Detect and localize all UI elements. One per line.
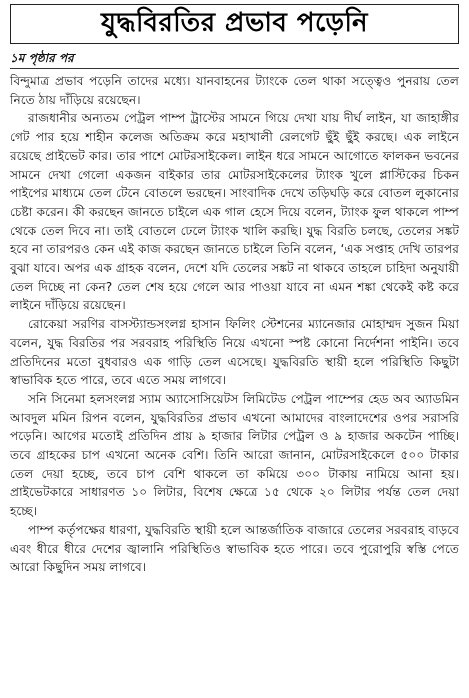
divider [10, 68, 459, 69]
paragraph-1: বিন্দুমাত্র প্রভাব পড়েনি তাদের মধ্যে। যানবাহনের ট্যাংকে তেল থাকা সত্ত্বেও পুনরায় তেল নিতে ঠায় দাঁড়িয়ে রয়েছেন। [10, 74, 459, 107]
paragraph-2: রাজধানীর অন্যতম পেট্রল পাম্প ট্রাস্টের সামনে গিয়ে দেখা যায় দীর্ঘ লাইন, যা জাহাঙ্গীর গেট পার হয়ে শাহীন কলেজ অতিক্রম করে মহাখালী রেলগেট ছুঁই ছুঁই করছে। এক লাইনে রয়েছে প্রাইভেট কার। তার পাশে মোটরসাইকেল। লাইন ধরে সামনে আগোতে ফালকন ভবনের সামনে দেখা গেলো একজন বাইকার তার মোটরসাইকেলের ট্যাংক খুলে প্লাস্টিকের চিকন পাইপের মাধ্যমে তেল টেনে বোতলে ভরছেন। সাংবাদিক দেখে তড়িঘড়ি করে বোতল লুকানোর চেষ্টা করেন। কী করছেন জানতে চাইলে এক গাল হেসে দিয়ে বলেন, ট্যাংক ফুল থাকলে পাম্প থেকে তেল দিবে না। তাই বোতলে ঢেলে ট্যাংক খালি করছি। যুদ্ধ বিরতি চলছে, তেলের সঙ্কট হবে না তারপরও কেন এই কাজ করছেন জানতে চাইলে তিনি বলেন, ‘এক সপ্তাহ দেখি তারপর বুঝা যাবে। অপর এক গ্রাহক বলেন, দেশে যদি তেলের সঙ্কট না থাকবে তাহলে চাহিদা অনুযায়ী তেল দিচ্ছে না কেন? তেল শেষ হয়ে গেলে আর পাওয়া যাবে না এমন শঙ্কা থেকেই কষ্ট করে লাইনে দাঁড়িয়ে রয়েছেন। [10, 111, 459, 313]
article-body [10, 72, 459, 577]
headline-box [10, 4, 459, 44]
paragraph-4: সনি সিনেমা হলসংলগ্ন স্যাম অ্যাসোসিয়েটস লিমিটেড পেট্রল পাম্পের হেড অব অ্যাডমিন আবদুল মমিন রিপন বলেন, যুদ্ধবিরতির প্রভাব এখনো আমাদের বাংলাদেশের ওপর সরাসরি পড়েনি। আগের মতোই প্রতিদিন প্রায় ৯ হাজার লিটার পেট্রল ও ৯ হাজার অকটেন পাচ্ছি। তবে গ্রাহকের চাপ এখনো অনেক বেশি। তিনি আরো জানান, মোটরসাইকেলে ৫০০ টাকার তেল দেয়া হচ্ছে, তবে চাপ বেশি থাকলে তা কমিয়ে ৩০০ টাকায় নামিয়ে আনা হয়। প্রাইভেটকারে সাধারণত ১০ লিটার, বিশেষ ক্ষেত্রে ১৫ থেকে ২০ লিটার পর্যন্ত তেল দেয়া হচ্ছে। [10, 391, 459, 519]
paragraph-5: পাম্প কর্তৃপক্ষের ধারণা, যুদ্ধবিরতি স্থায়ী হলে আন্তর্জাতিক বাজারে তেলের সরবরাহ বাড়বে এবং ধীরে ধীরে দেশের জ্বালানি পরিস্থিতিও স্বাভাবিক হতে পারে। তবে পুরোপুরি স্বস্তি পেতে আরো কিছুদিন সময় লাগবে। [10, 522, 459, 575]
paragraph-3: রোকেয়া সরণির বাসস্ট্যান্ডসংলগ্ন হাসান ফিলিং স্টেশনের ম্যানেজার মোহাম্মদ সুজন মিয়া বলেন, যুদ্ধ বিরতির পর সরবরাহ পরিস্থিতি নিয়ে এখনো স্পষ্ট কোনো নির্দেশনা পাইনি। তবে প্রতিদিনের মতো বুধবারও এক গাড়ি তেল এসেছে। যুদ্ধবিরতি স্থায়ী হলে পরিস্থিতি কিছুটা স্বাভাবিক হতে পারে, তবে এতে সময় লাগবে। [10, 317, 459, 388]
headline: যুদ্ধবিরতির প্রভাব পড়েনি [100, 8, 368, 38]
continued-from-label: ১ম পৃষ্ঠার পর [10, 51, 74, 65]
